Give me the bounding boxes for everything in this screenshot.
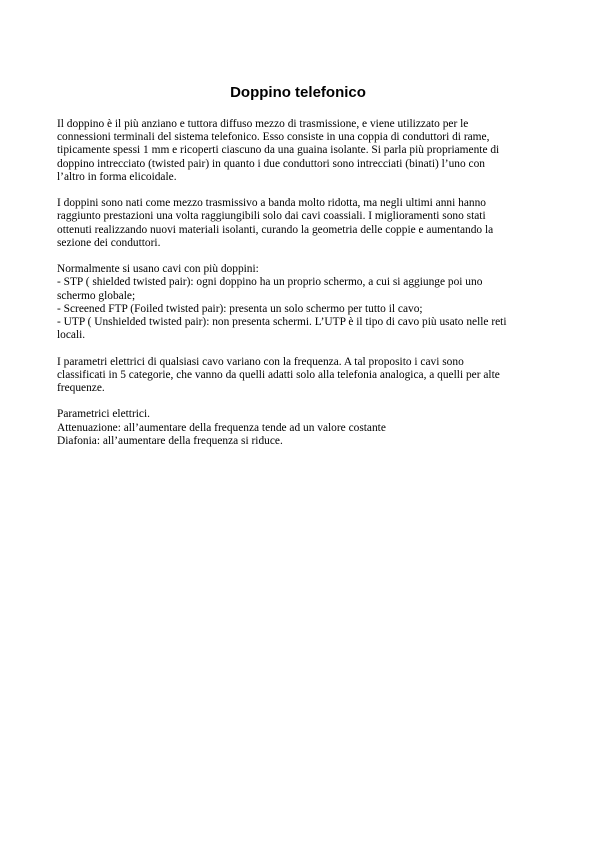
text-line: classificati in 5 categorie, che vanno da quelli adatti solo alla telefonia analogica, a quelli per alte [57, 368, 500, 381]
paragraph-history [57, 197, 541, 250]
text-line: frequenze. [57, 382, 105, 395]
text-line: sezione dei conduttori. [57, 236, 161, 249]
paragraph-electrical-parameters [57, 408, 541, 448]
document-body [57, 118, 541, 461]
paragraph-intro [57, 118, 541, 184]
text-line: Normalmente si usano cavi con più doppini: [57, 263, 259, 276]
text-line: locali. [57, 329, 86, 342]
text-line: I parametri elettrici di qualsiasi cavo variano con la frequenza. A tal proposito i cavi sono [57, 355, 464, 368]
list-item-utp: - UTP ( Unshielded twisted pair): non presenta schermi. L’UTP è il tipo di cavo più usato nelle reti [57, 316, 507, 329]
text-line: Diafonia: all’aumentare della frequenza si riduce. [57, 434, 283, 447]
list-item-stp: - STP ( shielded twisted pair): ogni doppino ha un proprio schermo, a cui si aggiunge poi uno [57, 276, 483, 289]
text-line: connessioni terminali del sistema telefonico. Esso consiste in una coppia di conduttori di rame, [57, 131, 490, 144]
text-line: raggiunto prestazioni una volta raggiungibili solo dai cavi coassiali. I miglioramenti sono stati [57, 210, 486, 223]
text-line: doppino intrecciato (twisted pair) in quanto i due conduttori sono intrecciati (binati) l’uno con [57, 157, 485, 170]
paragraph-parameters [57, 356, 541, 396]
text-line: l’altro in forma elicoidale. [57, 170, 177, 183]
paragraph-cable-types [57, 263, 541, 342]
text-line: I doppini sono nati come mezzo trasmissivo a banda molto ridotta, ma negli ultimi anni hanno [57, 197, 486, 210]
document-title: Doppino telefonico [230, 84, 366, 101]
text-line: ottenuti realizzando nuovi materiali isolanti, curando la geometria delle coppie e aumentando la [57, 223, 494, 236]
list-item-ftp: - Screened FTP (Foiled twisted pair): presenta un solo schermo per tutto il cavo; [57, 302, 423, 315]
text-line: tipicamente spessi 1 mm e ricoperti ciascuno da una guaina isolante. Si parla più propriamente di [57, 144, 500, 157]
text-line: schermo globale; [57, 289, 136, 302]
text-line: Attenuazione: all’aumentare della frequenza tende ad un valore costante [57, 421, 386, 434]
text-line: Il doppino è il più anziano e tuttora diffuso mezzo di trasmissione, e viene utilizzato per le [57, 118, 469, 130]
text-line: Parametrici elettrici. [57, 408, 150, 421]
